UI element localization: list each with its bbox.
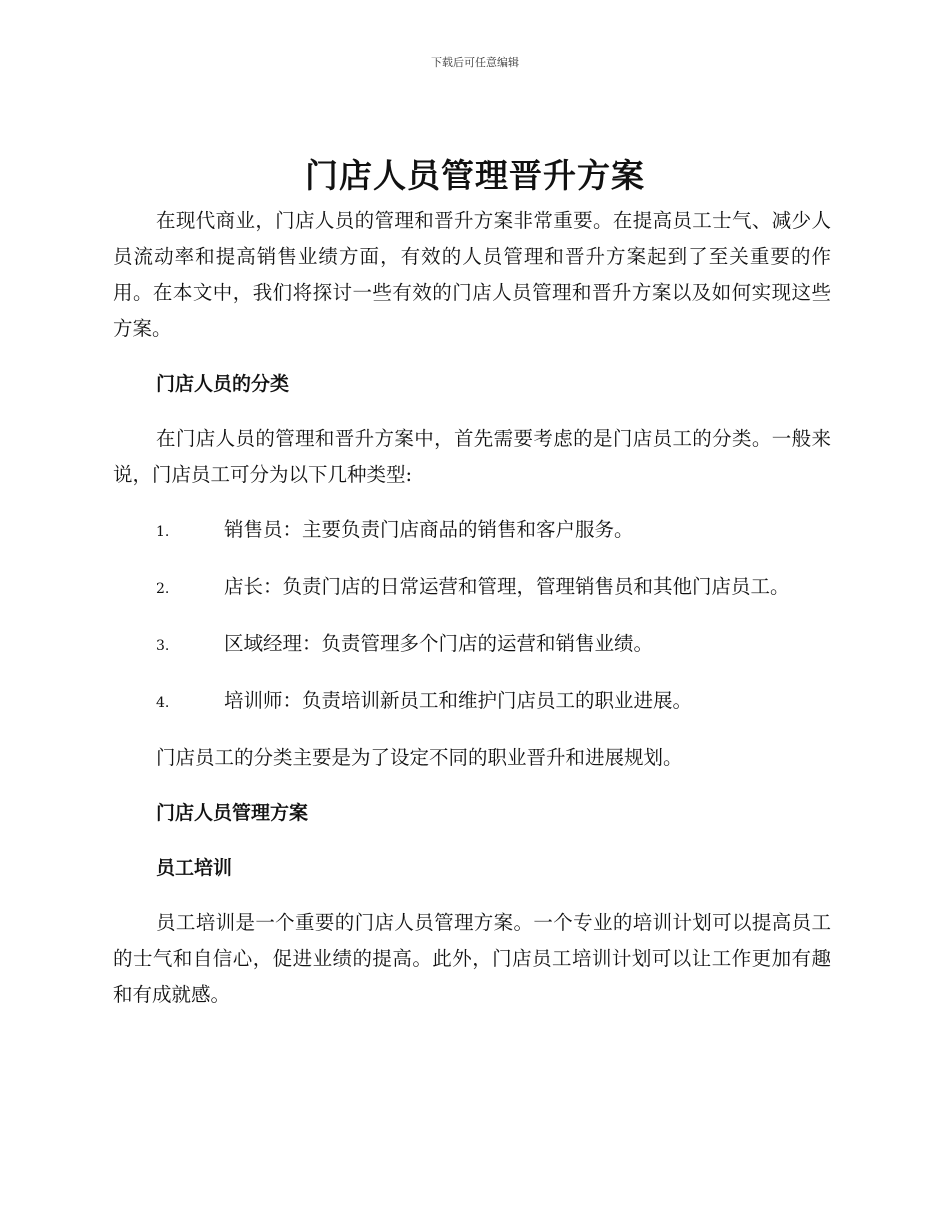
intro-paragraph: 在现代商业，门店人员的管理和晋升方案非常重要。在提高员工士气、减少人员流动率和提高销售业绩方面，有效的人员管理和晋升方案起到了至关重要的作用。在本文中，我们将探讨一些有效的门店人员管理和晋升方案以及如何实现这些方案。	[113, 209, 831, 340]
document-body	[113, 203, 831, 1013]
list-number: 1.	[156, 524, 170, 540]
list-item	[113, 512, 831, 550]
list-item-text: 培训师：负责培训新员工和维护门店员工的职业进展。	[224, 689, 693, 712]
section-heading-classification: 门店人员的分类	[156, 373, 290, 395]
list-item-text: 区域经理：负责管理多个门店的运营和销售业绩。	[224, 632, 654, 655]
list-item-text: 店长：负责门店的日常运营和管理，管理销售员和其他门店员工。	[224, 575, 790, 598]
list-item	[113, 626, 831, 664]
section-heading-management: 门店人员管理方案	[156, 802, 309, 824]
classification-paragraph: 在门店人员的管理和晋升方案中，首先需要考虑的是门店员工的分类。一般来说，门店员工可分为以下几种类型:	[113, 427, 831, 486]
list-number: 2.	[156, 581, 170, 597]
header-note: 下载后可任意编辑	[431, 56, 519, 69]
list-number: 3.	[156, 638, 170, 654]
list-item	[113, 569, 831, 607]
subsection-heading-training: 员工培训	[156, 857, 233, 879]
training-paragraph: 员工培训是一个重要的门店人员管理方案。一个专业的培训计划可以提高员工的士气和自信心，促进业绩的提高。此外，门店员工培训计划可以让工作更加有趣和有成就感。	[113, 911, 831, 1006]
list-item-text: 销售员：主要负责门店商品的销售和客户服务。	[224, 518, 634, 541]
document-title: 门店人员管理晋升方案	[305, 156, 645, 195]
list-number: 4.	[156, 695, 170, 711]
list-item	[113, 683, 831, 721]
classification-closing: 门店员工的分类主要是为了设定不同的职业晋升和进展规划。	[156, 746, 683, 769]
